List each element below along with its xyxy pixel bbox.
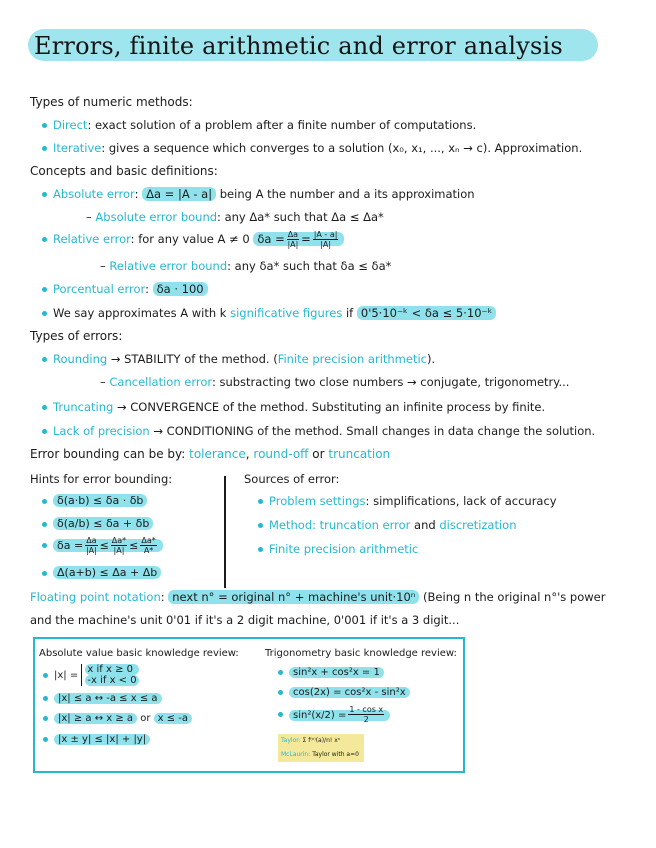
cancellation-label: Cancellation error [109, 375, 212, 389]
trig-review-item-3 [278, 705, 390, 724]
source-2-link: discretization [439, 518, 517, 532]
trig-review-3-lhs: sin²(x/2) = [293, 709, 347, 721]
bounding-or: or [312, 447, 325, 461]
absolute-error-formula: Δa = |A - a| [142, 187, 216, 201]
abs-review-3-a: |x| ≥ a ↔ x ≥ a [54, 713, 137, 724]
hint-item-4 [42, 566, 161, 579]
absolute-bound-text: : any Δa* such that Δa ≤ Δa* [217, 210, 384, 224]
lack-of-precision-text: → CONDITIONING of the method. Small changes in data change the solution. [153, 424, 596, 438]
absolute-error-label: Absolute error [53, 187, 135, 201]
source-3-label: Finite precision arithmetic [269, 542, 419, 556]
abs-review-item-1 [43, 664, 139, 686]
cancellation-item: – Cancellation error: substracting two close numbers → conjugate, trigonometry... [100, 375, 570, 389]
bullet-icon [43, 696, 48, 701]
truncating-label: Truncating [53, 400, 114, 414]
bullet-icon [42, 146, 47, 151]
iterative-item [42, 141, 582, 155]
abs-review-1-lhs: |x| = [54, 670, 79, 681]
sigfig-formula: 0'5·10⁻ᵏ < δa ≤ 5·10⁻ᵏ [357, 306, 497, 320]
floating-point-text-1: (Being n the original n°'s power [423, 590, 606, 604]
floating-point-line [30, 590, 605, 604]
taylor-formula: Σ f⁽ⁿ⁾(a)/n! xⁿ [302, 737, 341, 744]
hint-3-num3: Δa* [141, 536, 156, 545]
direct-item [42, 118, 476, 132]
concepts-heading: Concepts and basic definitions: [30, 164, 218, 178]
sigfig-label: significative figures [230, 306, 343, 320]
hint-3-lhs: δa = [57, 538, 84, 552]
bullet-icon [42, 571, 47, 576]
floating-point-label: Floating point notation [30, 590, 161, 604]
sigfig-if: if [345, 306, 354, 320]
hint-3-num2: Δa* [111, 536, 127, 545]
trig-review-3-den: 2 [363, 715, 369, 724]
abs-review-3-or: or [140, 713, 151, 724]
hint-item-2 [42, 517, 153, 530]
rounding-item [42, 352, 435, 366]
iterative-label: Iterative [53, 141, 102, 155]
abs-review-1-top: x if x ≥ 0 [85, 664, 138, 675]
abs-review-item-4 [43, 734, 150, 745]
absolute-bound-label: Absolute error bound [95, 210, 218, 224]
porcentual-error-formula: δa · 100 [153, 282, 208, 296]
bounding-round-off: round-off [253, 447, 309, 461]
porcentual-error-item: Porcentual error: δa · 100 [42, 282, 208, 296]
hint-3-num1: Δa [86, 536, 97, 545]
bullet-icon [258, 499, 263, 504]
direct-label: Direct [53, 118, 88, 132]
source-item-1 [258, 494, 557, 508]
source-2-label: Method: truncation error [269, 518, 411, 532]
bullet-icon [278, 690, 283, 695]
porcentual-error-label: Porcentual error [53, 282, 146, 296]
absolute-bound-item: – Absolute error bound: any Δa* such that Δa ≤ Δa* [86, 210, 384, 224]
abs-review-item-3 [43, 713, 192, 724]
sigfig-text: We say approximates A with k [53, 306, 227, 320]
trig-review-2: cos(2x) = cos²x - sin²x [289, 687, 410, 698]
hints-heading: Hints for error bounding: [30, 472, 173, 486]
abs-review-item-2 [43, 693, 162, 704]
bounding-comma: , [245, 447, 250, 461]
page-title: Errors, finite arithmetic and error analysis [34, 32, 563, 60]
bullet-icon [42, 192, 47, 197]
bullet-icon [43, 737, 48, 742]
bullet-icon [42, 522, 47, 527]
types-of-methods-heading: Types of numeric methods: [30, 95, 193, 109]
bullet-icon [258, 547, 263, 552]
error-bounding-line [30, 447, 390, 461]
truncating-text: → CONVERGENCE of the method. Substituting an infinite process by finite. [116, 400, 546, 414]
rounding-link: Finite precision arithmetic [277, 352, 427, 366]
absolute-error-text: being A the number and a its approximation [219, 187, 475, 201]
mclaurin-label: McLaurin: [281, 751, 311, 758]
hint-2-formula: δ(a/b) ≤ δa + δb [53, 517, 153, 530]
bullet-icon [42, 405, 47, 410]
relative-formula-num1: Δa [287, 230, 299, 239]
bullet-icon [42, 499, 47, 504]
relative-bound-label: Relative error bound [109, 259, 228, 273]
hint-3-den2: |A| [113, 546, 125, 555]
source-1-text: : simplifications, lack of accuracy [365, 494, 557, 508]
hint-3-den3: A* [143, 546, 154, 555]
bullet-icon [43, 673, 48, 678]
relative-formula-den1: |A| [287, 240, 299, 249]
hint-3-den1: |A| [85, 546, 97, 555]
abs-review-4: |x ± y| ≤ |x| + |y| [54, 734, 150, 745]
relative-error-text: : for any value A ≠ 0 [130, 232, 250, 246]
bounding-text: Error bounding can be by: [30, 447, 186, 461]
trig-review-3 [289, 705, 390, 724]
source-1-label: Problem settings [269, 494, 366, 508]
bounding-tolerance: tolerance [189, 447, 246, 461]
bullet-icon [278, 712, 283, 717]
trig-review-item-2 [278, 687, 410, 698]
bullet-icon [42, 237, 47, 242]
lack-of-precision-label: Lack of precision [53, 424, 150, 438]
significant-figures-item [42, 306, 496, 320]
rounding-label: Rounding [53, 352, 108, 366]
taylor-label: Taylor: [281, 737, 301, 744]
relative-error-label: Relative error [53, 232, 131, 246]
mclaurin-line [281, 751, 359, 758]
relative-error-item [42, 230, 344, 249]
source-2-and: and [414, 518, 436, 532]
bullet-icon [42, 429, 47, 434]
relative-error-formula: δa = $\frac{\Delta a}{|A|}$ = $\frac{|A - a|}{|A|}$ [253, 232, 344, 246]
absolute-error-item: Absolute error: Δa = |A - a| being A the number and a its approximation [42, 187, 475, 201]
bullet-icon [258, 523, 263, 528]
absolute-review-heading: Absolute value basic knowledge review: [39, 648, 239, 659]
hint-3-formula: δa = $\frac{\Delta a}{|A|}$ ≤ $\frac{\Delta a*}{|A|}$ ≤ $\frac{\Delta a*}{A*}$ [53, 539, 163, 552]
bullet-icon [43, 716, 48, 721]
hint-item-1 [42, 494, 147, 507]
cancellation-text: : substracting two close numbers → conjugate, trigonometry... [211, 375, 570, 389]
bullet-icon [42, 357, 47, 362]
floating-point-colon: : [160, 590, 165, 604]
relative-formula-num2: |A - a| [313, 230, 338, 239]
taylor-line [281, 737, 340, 744]
mclaurin-text: Taylor with a=0 [312, 751, 359, 758]
lack-of-precision-item [42, 424, 595, 438]
hint-1-formula: δ(a·b) ≤ δa · δb [53, 494, 147, 507]
trig-review-item-1 [278, 667, 384, 678]
iterative-text: : gives a sequence which converges to a solution (x₀, x₁, ..., xₙ → c). Approximation. [101, 141, 583, 155]
relative-formula-den2: |A| [320, 240, 332, 249]
floating-point-formula: next n° = original n° + machine's unit·10ⁿ [168, 590, 419, 604]
abs-review-3-b: x ≤ -a [154, 713, 192, 724]
truncating-item [42, 400, 545, 414]
hint-4-formula: Δ(a+b) ≤ Δa + Δb [53, 566, 161, 579]
bullet-icon [42, 287, 47, 292]
hint-item-3 [42, 536, 163, 555]
direct-text: : exact solution of a problem after a finite number of computations. [87, 118, 477, 132]
trig-review-3-num: 1 - cos x [349, 705, 384, 714]
abs-review-1-cases [81, 664, 138, 686]
sources-heading: Sources of error: [244, 472, 340, 486]
source-item-2 [258, 518, 517, 532]
rounding-end: ). [427, 352, 436, 366]
relative-bound-item: – Relative error bound: any δa* such that δa ≤ δa* [100, 259, 392, 273]
bullet-icon [278, 670, 283, 675]
bullet-icon [42, 543, 47, 548]
rounding-text: → STABILITY of the method. ( [110, 352, 278, 366]
bullet-icon [42, 311, 47, 316]
trig-review-heading: Trigonometry basic knowledge review: [265, 648, 457, 659]
abs-review-1-bot: -x if x < 0 [87, 675, 137, 686]
source-item-3 [258, 542, 418, 556]
bullet-icon [42, 123, 47, 128]
types-of-errors-heading: Types of errors: [30, 329, 123, 343]
relative-formula-lhs: δa = [257, 232, 285, 246]
trig-review-1: sin²x + cos²x = 1 [289, 667, 384, 678]
abs-review-2: |x| ≤ a ↔ -a ≤ x ≤ a [54, 693, 162, 704]
floating-point-text-2: and the machine's unit 0'01 if it's a 2 digit machine, 0'001 if it's a 3 digit... [30, 613, 460, 627]
bounding-truncation: truncation [328, 447, 391, 461]
relative-bound-text: : any δa* such that δa ≤ δa* [227, 259, 392, 273]
column-divider [224, 476, 226, 588]
